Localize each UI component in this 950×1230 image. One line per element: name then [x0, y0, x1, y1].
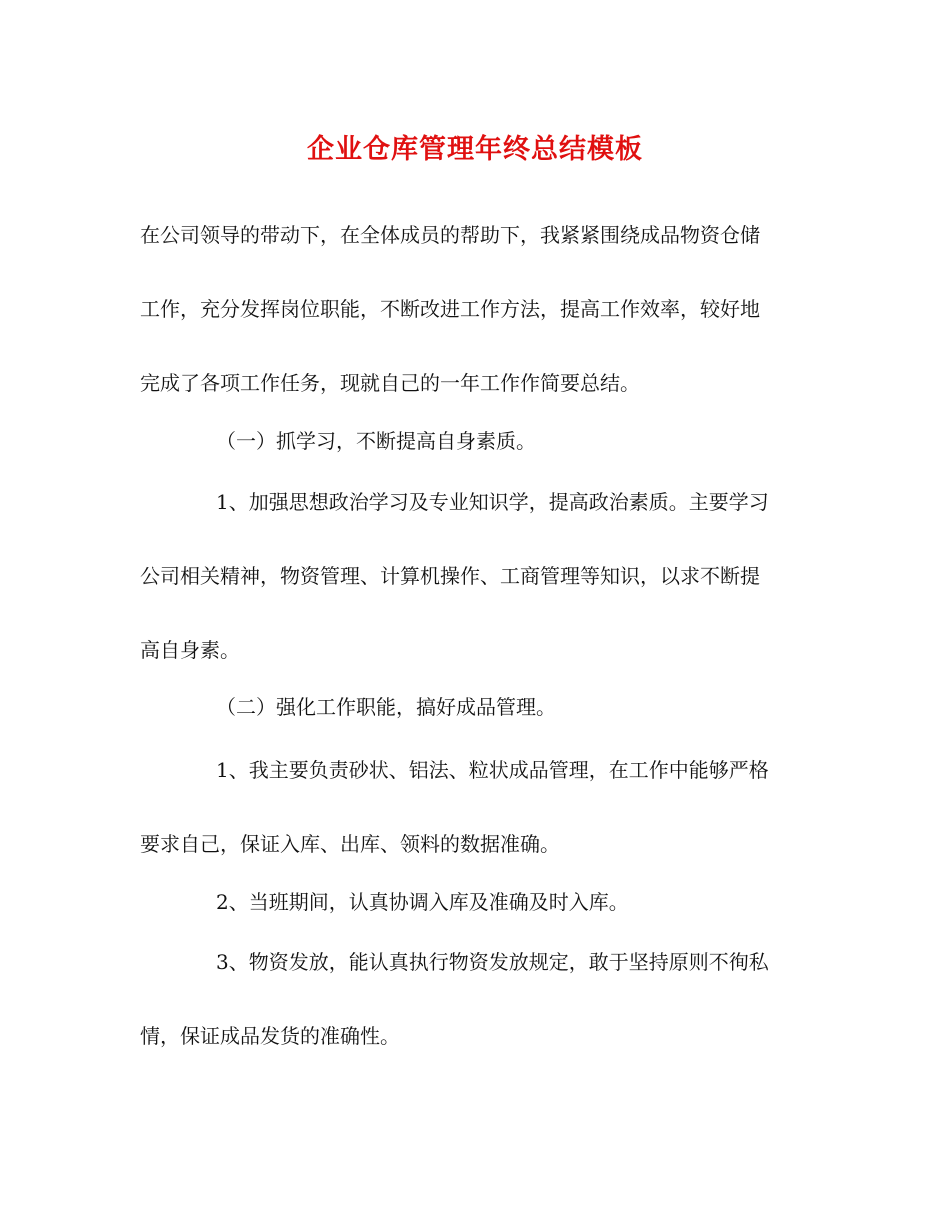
section-heading-2	[140, 687, 815, 727]
section-heading-1	[140, 421, 815, 461]
product-management-paragraph	[140, 750, 815, 864]
paragraph-line: 2、当班期间，认真协调入库及准确及时入库。	[216, 890, 629, 914]
paragraph-line: 完成了各项工作任务，现就自己的一年工作作简要总结。	[140, 371, 640, 395]
paragraph-line: 1、我主要负责砂状、铝法、粒状成品管理，在工作中能够严格	[216, 758, 769, 782]
paragraph-line: 3、物资发放，能认真执行物资发放规定，敢于坚持原则不徇私	[216, 950, 769, 974]
intro-paragraph	[140, 215, 815, 403]
paragraph-line: 情，保证成品发货的准确性。	[140, 1024, 400, 1048]
paragraph-line: 高自身素。	[140, 638, 240, 662]
distribution-paragraph	[140, 942, 815, 1056]
on-duty-paragraph	[140, 882, 815, 922]
paragraph-line: 要求自己，保证入库、出库、领料的数据准确。	[140, 832, 560, 856]
section-heading-text: （一）抓学习，不断提高自身素质。	[216, 429, 536, 453]
section-heading-text: （二）强化工作职能，搞好成品管理。	[216, 695, 556, 719]
paragraph-line: 公司相关精神，物资管理、计算机操作、工商管理等知识，以求不断提	[140, 564, 760, 588]
paragraph-line: 工作，充分发挥岗位职能，不断改进工作方法，提高工作效率，较好地	[140, 297, 760, 321]
document-title: 企业仓库管理年终总结模板	[307, 134, 643, 165]
paragraph-line: 1、加强思想政治学习及专业知识学，提高政治素质。主要学习	[216, 490, 769, 514]
study-paragraph	[140, 482, 815, 670]
paragraph-line: 在公司领导的带动下，在全体成员的帮助下，我紧紧围绕成品物资仓储	[140, 223, 760, 247]
